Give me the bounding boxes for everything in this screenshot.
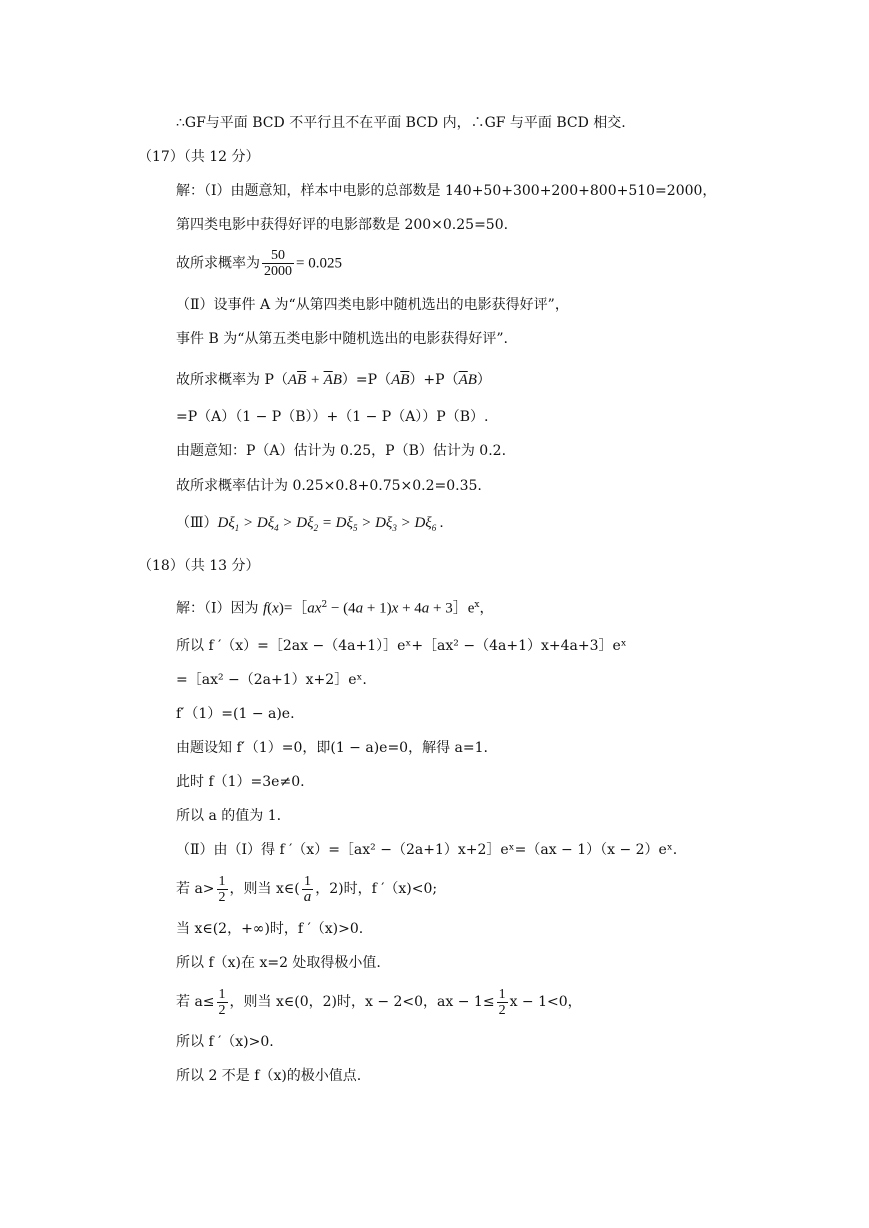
fraction-numerator: 1 <box>218 873 226 889</box>
formula-line <box>176 513 444 538</box>
text-line: （Ⅱ）设事件 A 为“从第四类电影中随机选出的电影获得好评”， <box>176 297 569 313</box>
text-segment: x − 1<0， <box>509 994 582 1010</box>
text-segment: （Ⅲ） <box>176 515 218 531</box>
text-line: f′（1）=(1 − a)e. <box>176 706 295 722</box>
text-line: 第四类电影中获得好评的电影部数是 200×0.25=50. <box>176 217 509 233</box>
fraction-denominator: 2 <box>498 1002 506 1018</box>
formula-line <box>176 248 342 279</box>
fraction <box>262 248 294 279</box>
text-segment: 解：（Ⅰ）因为 <box>176 600 259 617</box>
math-expression: $\overline{A}B$ <box>458 372 477 388</box>
text-line: =［ax² −（2a+1）x+2］eˣ. <box>176 672 367 688</box>
math-expression: f <box>262 600 268 617</box>
text-line: 事件 B 为“从第五类电影中随机选出的电影获得好评”. <box>176 331 508 347</box>
math-expression: $A\overline{B} + \overline{A}B$ <box>287 372 342 388</box>
formula-line <box>176 985 582 1019</box>
formula-line <box>176 370 491 390</box>
fraction <box>217 874 228 905</box>
formula-line <box>176 872 437 906</box>
text-line: ∴GF与平面 BCD 不平行且不在平面 BCD 内，∴GF 与平面 BCD 相交. <box>176 115 626 131</box>
fraction-denominator: 2000 <box>264 264 292 279</box>
text-line: 所以 f（x)在 x=2 处取得极小值. <box>176 955 381 971</box>
math-expression: $D\xi_1 > D\xi_4 > D\xi_2 = D\xi_5 > D\xi_3 > D\xi_6$ . <box>217 515 444 533</box>
text-segment: 故所求概率为 <box>176 255 260 272</box>
text-line: 由题意知：P（A）估计为 0.25，P（B）估计为 0.2. <box>176 443 507 459</box>
text-line: 解：（Ⅰ）由题意知，样本中电影的总部数是 140+50+300+200+800+510=2000， <box>176 183 717 199</box>
problem-17-header: （17）（共 12 分） <box>138 149 260 165</box>
fraction <box>497 987 508 1018</box>
text-line: 由题设知 f′（1）=0，即(1 − a)e=0，解得 a=1. <box>176 740 488 756</box>
fraction-denominator: 2 <box>218 1002 226 1018</box>
fraction-numerator: 1 <box>302 874 314 890</box>
text-segment: ，则当 x∈( <box>229 881 300 897</box>
text-segment: 若 a≤ <box>176 994 215 1010</box>
text-line: 所以 f ′（x)>0. <box>176 1034 274 1050</box>
text-line: 当 x∈(2，+∞)时，f ′（x)>0. <box>176 921 364 937</box>
fraction-numerator: 1 <box>218 986 226 1002</box>
fraction-numerator: 1 <box>498 986 506 1002</box>
text-segment: 故所求概率为 P（ <box>176 372 288 388</box>
text-line: （Ⅱ）由（Ⅰ）得 f ′（x）=［ax² −（2a+1）x+2］eˣ=（ax − 1）（x − 2）eˣ. <box>176 842 678 858</box>
text-segment: 若 a> <box>176 881 215 897</box>
text-line: 所以 a 的值为 1. <box>176 808 282 824</box>
text-segment: = 0.025 <box>296 255 342 272</box>
fraction-numerator: 50 <box>262 248 294 264</box>
text-segment: ）+P（ <box>409 372 459 388</box>
math-expression: $A\overline{B}$ <box>391 372 410 388</box>
text-segment: ）=P（ <box>341 372 392 388</box>
text-segment: ，则当 x∈(0，2)时，x − 2<0，ax − 1≤ <box>229 994 495 1010</box>
formula-line: 解：（Ⅰ）因为 $f(x)=[ax^2 - (4a + 1)x + 4a$ + $3]e^x$， <box>176 600 494 617</box>
text-segment: ） <box>476 372 491 388</box>
text-line: =P（A）（1 − P（B））+（1 − P（A））P（B）. <box>176 409 489 425</box>
fraction <box>302 874 314 905</box>
text-line: 此时 f（1）=3e≠0. <box>176 774 305 790</box>
fraction <box>217 987 228 1018</box>
text-line: 所以 f ′（x）=［2ax −（4a+1）］eˣ+［ax² −（4a+1）x+4a+3］eˣ <box>176 638 627 654</box>
problem-18-header: （18）（共 13 分） <box>138 558 260 574</box>
fraction-denominator: 2 <box>218 889 226 905</box>
text-segment: ，2)时，f ′（x)<0; <box>315 881 438 897</box>
fraction-denominator: a <box>303 888 312 905</box>
text-line: 故所求概率估计为 0.25×0.8+0.75×0.2=0.35. <box>176 478 482 494</box>
text-line: 所以 2 不是 f（x)的极小值点. <box>176 1068 362 1084</box>
